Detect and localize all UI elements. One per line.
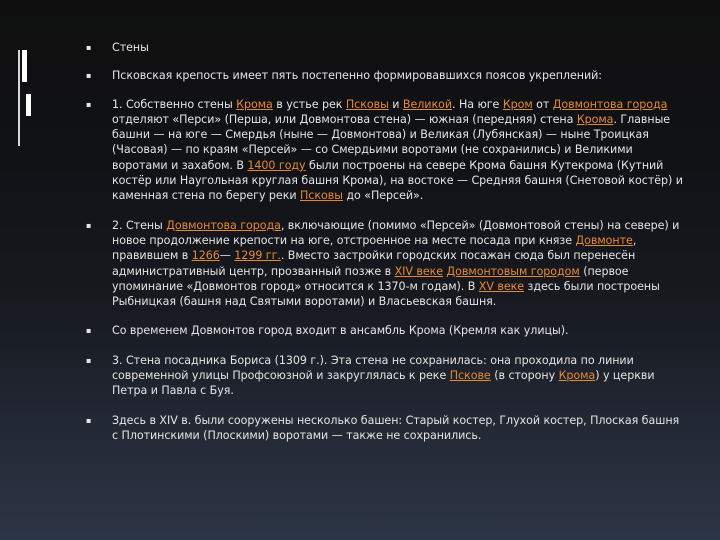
bullet-item: [84, 68, 684, 83]
text-segment: (первое упоминание «Довмонтов город» относится к 1370-м годам). В: [112, 264, 629, 293]
text-segment: . На юге: [452, 97, 503, 111]
text-segment: 1. Собственно стены: [112, 97, 237, 111]
text-segment: были построены на севере Крома башня Кутекрома (Кутний костёр или Наугольная круглая башня Крома), на востоке — Средняя башня (Снетовой костёр) и каменная стена по берегу реки: [112, 158, 683, 203]
hyperlink[interactable]: Псковы: [345, 97, 389, 111]
bullet-item: [84, 323, 684, 338]
hyperlink[interactable]: 1266: [191, 249, 220, 263]
text-segment: от: [532, 97, 553, 111]
text-segment: здесь были построены Рыбницкая (башня над Святыми воротами) и Власьевская башня.: [112, 279, 660, 309]
text-segment: (в сторону: [490, 369, 559, 383]
text-segment: Псковская крепость имеет пять постепенно формировавшихся поясов укреплений:: [112, 69, 602, 83]
hyperlink[interactable]: Крома: [558, 369, 596, 383]
text-segment: —: [219, 249, 235, 263]
hyperlink[interactable]: Крома: [236, 97, 273, 111]
hyperlink[interactable]: Довмонтовым городом: [446, 264, 580, 278]
bullet-item: [84, 353, 684, 399]
hyperlink[interactable]: 1400 году: [247, 158, 306, 172]
bullet-item: [84, 97, 684, 204]
text-segment: 3. Стена посадника Бориса (1309 г.). Эта стена не сохранилась: она проходила по линии современной улицы Профсоюзной и закруглялась к реке: [112, 353, 634, 383]
decoration-thick-bar-top: [22, 50, 27, 82]
text-segment: , включающие (помимо «Персей» (Довмонтовой стены) на севере) и новое продолжение крепости на юге, отстроенное на месте посада при князе: [112, 218, 680, 247]
text-segment: отделяют «Перси» (Перша, или Довмонтова стена) — южная (передняя) стена: [112, 112, 577, 126]
text-segment: в устье рек: [272, 97, 346, 111]
decoration-thin-bar: [18, 50, 20, 146]
hyperlink[interactable]: Довмонтова города: [552, 97, 668, 111]
hyperlink[interactable]: Кром: [502, 97, 533, 111]
hyperlink[interactable]: XIV веке: [394, 264, 444, 278]
hyperlink[interactable]: Великой: [402, 97, 453, 111]
hyperlink[interactable]: Довмонте: [575, 233, 633, 247]
hyperlink[interactable]: Псковы: [300, 189, 343, 203]
hyperlink[interactable]: Пскове: [449, 369, 491, 383]
bullet-item: [84, 40, 684, 55]
text-segment: до «Персей».: [342, 189, 424, 203]
hyperlink[interactable]: Довмонтова города: [166, 218, 281, 232]
text-segment: Со временем Довмонтов город входит в ансамбль Крома (Кремля как улицы).: [112, 324, 569, 338]
hyperlink[interactable]: 1299 гг.: [234, 249, 281, 263]
text-segment: . Главные башни — на юге — Смердья (ныне — Довмонтова) и Великая (Лубянская) — ныне Троицкая (Часовая) — по краям «Персей» — со Смердьими воротами (не сохранились) и Великими воротами и захабом. В: [112, 112, 671, 172]
text-segment: и: [388, 97, 403, 111]
hyperlink[interactable]: XV веке: [478, 279, 525, 293]
text-segment: . Вместо застройки городских посажан сюда был перенесён административный центр, прозванный позже в: [112, 249, 636, 278]
text-segment: , правившем в: [112, 233, 637, 263]
text-segment: 2. Стены: [112, 218, 167, 232]
slide-content: [84, 40, 684, 457]
text-segment: ) у церкви Петра и Павла с Буя.: [112, 369, 655, 398]
text-segment: Здесь в XIV в. были сооружены несколько башен: Старый костер, Глухой костер, Плоская башня с Плотинскими (Плоскими) воротами — также не сохранились.: [112, 413, 680, 442]
decoration-thick-bar-bottom: [26, 94, 31, 116]
bullet-item: [84, 413, 684, 444]
text-segment: Стены: [112, 41, 149, 54]
bullet-item: [84, 218, 684, 310]
hyperlink[interactable]: Крома: [576, 112, 614, 126]
